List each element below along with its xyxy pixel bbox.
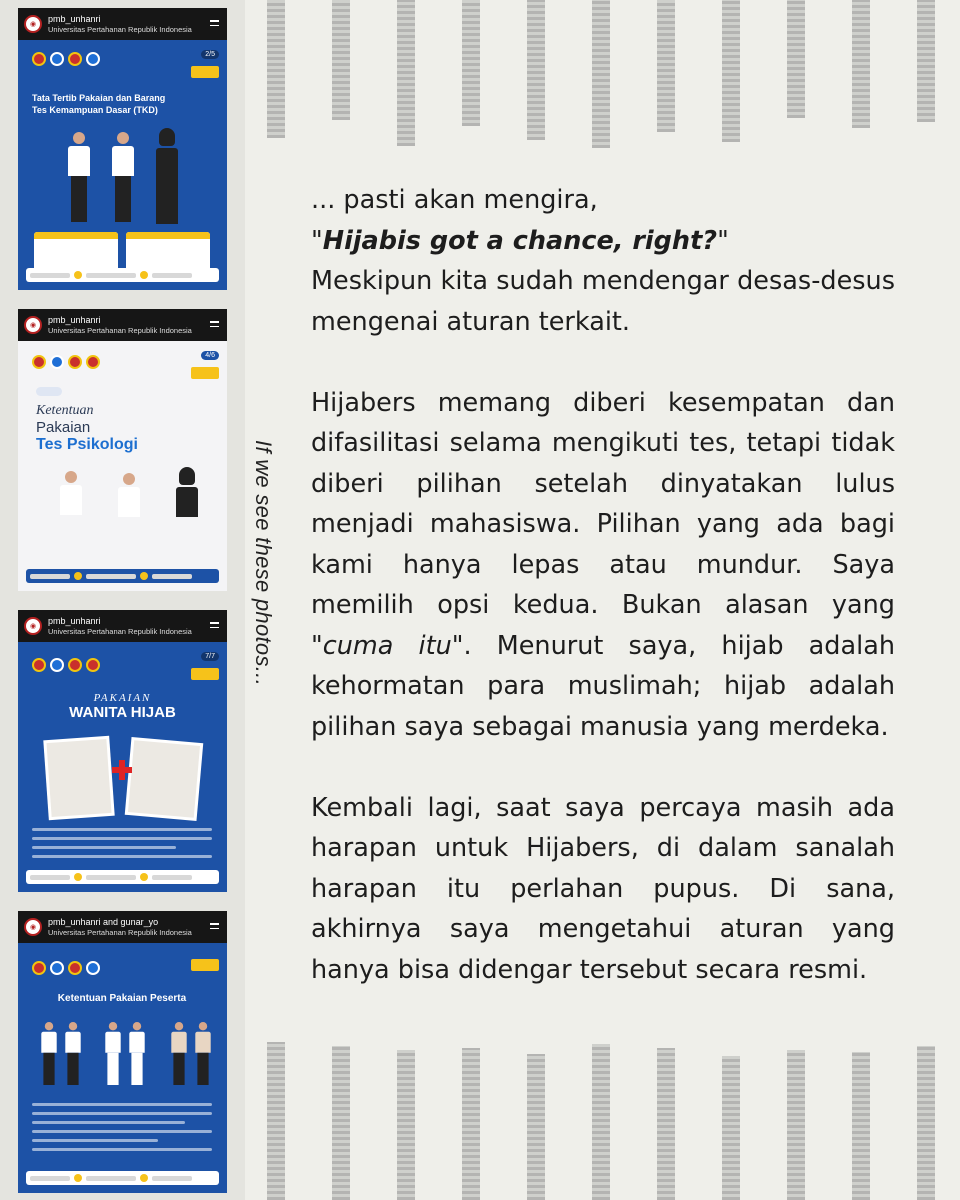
avatar: ◉ bbox=[24, 316, 42, 334]
menu-icon[interactable] bbox=[210, 923, 219, 932]
main-text-block bbox=[311, 180, 895, 990]
person-figure-hijab bbox=[156, 128, 178, 218]
screenshot-card-psikologi[interactable] bbox=[18, 309, 227, 591]
menu-icon[interactable] bbox=[210, 622, 219, 631]
card-subtitle: Universitas Pertahanan Republik Indonesia bbox=[48, 928, 192, 937]
person-figure bbox=[65, 1022, 80, 1064]
card-subtitle: Universitas Pertahanan Republik Indonesia bbox=[48, 627, 192, 636]
screenshot-card-tkd[interactable] bbox=[18, 8, 227, 290]
contact-bar bbox=[26, 569, 219, 583]
card-header bbox=[18, 309, 227, 341]
quote-emphasis: Hijabis got a chance, right? bbox=[322, 225, 718, 256]
person-figure bbox=[60, 471, 82, 541]
italic-phrase: cuma itu bbox=[322, 630, 452, 661]
card-subtitle: Universitas Pertahanan Republik Indonesia bbox=[48, 326, 192, 335]
info-box-prohibited bbox=[34, 232, 118, 272]
card-header bbox=[18, 911, 227, 943]
page-indicator: 4/6 bbox=[201, 351, 219, 360]
institution-logos bbox=[32, 52, 100, 66]
photo-pants-outfit bbox=[125, 737, 204, 821]
paragraph-2: Hijabers memang diberi kesempatan dan difasilitasi selama mengikuti tes, tetapi tidak diberi pilihan setelah dinyatakan lulus menjadi mahasiswa. Pilihan yang ada bagi kami hanya lepas atau mundur. Saya memilih opsi kedua. Bukan alasan yang "cuma itu". Menurut saya, hijab adalah kehormatan para muslimah; hijab adalah pilihan saya sebagai manusia yang merdeka. bbox=[311, 387, 895, 742]
vertical-caption: If we see these photos... bbox=[251, 440, 276, 686]
contact-bar bbox=[26, 870, 219, 884]
kampus-merdeka-logo bbox=[191, 668, 219, 680]
avatar: ◉ bbox=[24, 617, 42, 635]
screenshot-card-peserta[interactable] bbox=[18, 911, 227, 1193]
page-indicator: 2/5 bbox=[201, 50, 219, 59]
top-stripe-decoration bbox=[245, 0, 960, 150]
card-title: PAKAIAN WANITA HIJAB bbox=[69, 692, 176, 721]
kampus-merdeka-logo bbox=[191, 66, 219, 78]
screenshot-card-hijab[interactable] bbox=[18, 610, 227, 892]
kampus-merdeka-logo bbox=[191, 367, 219, 379]
card-username: pmb_unhanri bbox=[48, 616, 101, 626]
paragraph-1: Meskipun kita sudah mendengar desas-desus mengenai aturan terkait. bbox=[311, 266, 895, 337]
paragraph-3: Kembali lagi, saat saya percaya masih ada harapan untuk Hijabers, di dalam sanalah harapan itu perlahan pupus. Di sana, akhirnya saya mengetahui aturan yang hanya bisa didengar tersebut secara resmi. bbox=[311, 792, 895, 985]
bottom-stripe-decoration bbox=[245, 1040, 960, 1200]
intro-line: ... pasti akan mengira, bbox=[311, 185, 598, 215]
card-header bbox=[18, 8, 227, 40]
contact-bar bbox=[26, 268, 219, 282]
person-figure bbox=[195, 1022, 210, 1064]
person-figure bbox=[118, 473, 140, 543]
card-title: Tata Tertib Pakaian dan Barang Tes Kemampuan Dasar (TKD) bbox=[32, 93, 166, 115]
menu-icon[interactable] bbox=[210, 321, 219, 330]
person-figure bbox=[112, 132, 134, 222]
person-figure bbox=[105, 1022, 120, 1064]
avatar: ◉ bbox=[24, 15, 42, 33]
card-title: Ketentuan Pakaian Peserta bbox=[57, 993, 187, 1004]
institution-logos bbox=[32, 658, 100, 672]
card-username: pmb_unhanri and gunar_yo bbox=[48, 917, 159, 927]
person-figure-hijab bbox=[176, 467, 198, 537]
rules-list bbox=[32, 1103, 212, 1157]
info-box-allowed bbox=[126, 232, 210, 272]
kampus-merdeka-logo bbox=[191, 959, 219, 971]
person-figure bbox=[129, 1022, 144, 1064]
page-indicator: 7/7 bbox=[201, 652, 219, 661]
person-figure bbox=[171, 1022, 186, 1064]
card-username: pmb_unhanri bbox=[48, 315, 101, 325]
person-figure bbox=[41, 1022, 56, 1064]
photo-hijab-outfit bbox=[43, 736, 114, 820]
card-subtitle: Universitas Pertahanan Republik Indonesia bbox=[48, 25, 192, 34]
card-title: Ketentuan Pakaian Tes Psikologi bbox=[36, 403, 138, 453]
person-figure bbox=[68, 132, 90, 222]
contact-bar bbox=[26, 1171, 219, 1185]
card-header bbox=[18, 610, 227, 642]
plus-icon bbox=[112, 760, 132, 780]
card-username: pmb_unhanri bbox=[48, 14, 101, 24]
step-badge bbox=[36, 387, 62, 396]
menu-icon[interactable] bbox=[210, 20, 219, 29]
rules-list bbox=[32, 828, 212, 864]
quote-line: "Hijabis got a chance, right?" bbox=[311, 225, 729, 256]
avatar: ◉ bbox=[24, 918, 42, 936]
institution-logos bbox=[32, 355, 100, 369]
institution-logos bbox=[32, 961, 100, 975]
